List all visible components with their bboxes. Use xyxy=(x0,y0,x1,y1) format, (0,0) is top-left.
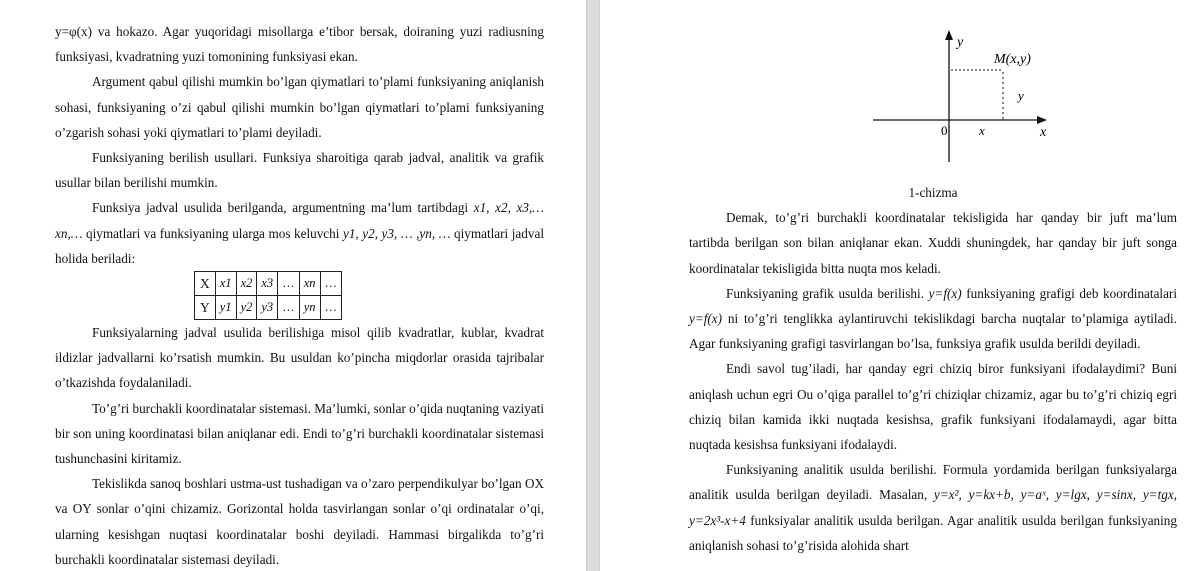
left-paragraph-7: Tekislikda sanoq boshlari ustma-ust tushadigan va o’zaro perpendikulyar bo’lgan OX va OY sonlar o’qini chizamiz. Gorizontal holda tasvirlangan sonlar o’qi ordinatalar o’qi, ularning kesishgan nuqtasi koordinatalar boshi deyiladi. Hammasi birgalikda to’g’ri burchakli koordinatalar sistemasi deyiladi. xyxy=(55,476,544,567)
x-axis-label: x xyxy=(1040,125,1047,140)
table-cell: yn xyxy=(299,296,320,320)
right-paragraph-1: Demak, to’g’ri burchakli koordinatalar tekisligida har qanday bir juft ma’lum tartibda berilgan son bilan aniqlanar ekan. Xuddi shuningdek, har qanday bir juft songa koordinatalar tekisligida bitta nuqta mos keladi. xyxy=(689,210,1177,276)
y-axis-label: y xyxy=(957,35,964,50)
function-table xyxy=(194,271,342,320)
table-cell: X xyxy=(195,272,216,296)
right-text-column xyxy=(689,180,1177,558)
table-row-x xyxy=(195,272,342,296)
left-paragraph-2: Argument qabul qilishi mumkin bo’lgan qiymatlari to’plami funksiyaning aniqlanish sohasi, funksiyaning o’zi qabul qilishi mumkin bo’lgan qiymatlari to’plami funksiyaning o’zgarish sohasi yoki qiymatlari to’plami deyiladi. xyxy=(55,74,544,140)
right-p2-heading: Funksiyaning grafik usulda berilishi. xyxy=(726,285,929,301)
table-cell: Y xyxy=(195,296,216,320)
right-p2-formula-2: y=f(x) xyxy=(689,311,723,327)
left-page xyxy=(0,0,586,571)
x-coordinate-label: x xyxy=(979,123,985,138)
left-paragraph-6: To’g’ri burchakli koordinatalar sistemasi. Ma’lumki, sonlar o’qida nuqtaning vaziyati bir son uning koordinatasi bilan aniqlanar edi. Endi to’g’ri burchakli koordinatalar sistemasi tushunchasini kiritamiz. xyxy=(55,400,544,467)
left-p4-y-values: y1, y2, y3, … ,yn, … xyxy=(342,225,451,241)
table-cell: y1 xyxy=(215,296,236,320)
table-cell: … xyxy=(320,296,342,320)
table-cell: y3 xyxy=(257,296,278,320)
table-cell: … xyxy=(278,296,300,320)
left-p4-text-e: qiymatlari jadval holida beriladi: xyxy=(55,225,544,266)
right-paragraph-3: Endi savol tug’iladi, har qanday egri chiziq biror funksiyani ifodalaydimi? Buni aniqlash uchun egri Ou o’qiga parallel to’g’ri chiziqlar chizamiz, agar bu to’g’ri chiziq egri chiziq bilan kamida ikki nuqtada kesishsa, grafik funksiyani ifodalamaydi, agar bitta nuqtada kesishsa funksiyani ifodalaydi. xyxy=(689,361,1177,453)
right-p2-text-e: ni to’g’ri tenglikka aylantiruvchi tekislikdagi barcha nuqtalar to’plamiga aytiladi. Agar funksiyaning grafigi tasvirlangan bo’lsa, funksiya grafik usulda berildi deyiladi. xyxy=(689,311,1177,352)
right-p2-formula-1: y=f(x) xyxy=(928,285,962,301)
table-cell: x2 xyxy=(236,272,257,296)
figure-caption: 1-chizma xyxy=(908,185,958,200)
table-cell: x3 xyxy=(257,272,278,296)
y-axis-arrow xyxy=(945,30,953,40)
table-cell: … xyxy=(278,272,300,296)
origin-label: 0 xyxy=(941,123,948,138)
right-p4-text-c: funksiyalar analitik usulda berilgan. Agar analitik usulda berilgan funksiyaning aniqlanish sohasi to’g’risida alohida shart xyxy=(689,512,1177,553)
table-cell: x1 xyxy=(215,272,236,296)
point-label: M(x,y) xyxy=(994,52,1031,67)
left-p4-text-a: Funksiya jadval usulida berilganda, argumentning ma’lum tartibdagi xyxy=(92,200,474,216)
right-paragraph-2 xyxy=(689,281,1177,357)
right-p2-text-c: funksiyaning grafigi deb koordinatalari xyxy=(961,285,1177,301)
left-p4-x-values: x1, x2, x3,… xn,… xyxy=(55,200,544,241)
right-p4-formulas: y=x², y=kx+b, y=aˣ, y=lgx, y=sinx, y=tgx, y=2x³-x+4 xyxy=(689,487,1177,528)
y-coordinate-label: y xyxy=(1018,88,1024,103)
table-cell: y2 xyxy=(236,296,257,320)
left-paragraph-1: y=φ(x) va hokazo. Agar yuqoridagi misollarga e’tibor bersak, doiraning yuzi radiusning funksiyasi, kvadratning yuzi tomonining funksiyasi ekan. xyxy=(55,24,544,65)
table-cell: xn xyxy=(299,272,320,296)
right-p4-text-a: Funksiyaning analitik usulda berilishi. Formula yordamida berilgan funksiyalarga analitik usulda berilgan deyiladi. Masalan, xyxy=(689,462,1177,503)
table-cell: … xyxy=(320,272,342,296)
left-paragraph-3: Funksiyaning berilish usullari. Funksiya sharoitiga qarab jadval, analitik va grafik usullar bilan berilishi mumkin. xyxy=(55,150,544,191)
left-paragraph-4 xyxy=(55,195,544,271)
left-paragraph-5: Funksiyalarning jadval usulida berilishiga misol qilib kvadratlar, kublar, kvadrat ildizlar jadvallarni ko’rsatish mumkin. Bu usuldan ko’pincha miqdorlar orasida tajribalar o’tkazishda foydalaniladi. xyxy=(55,325,544,391)
right-paragraph-4 xyxy=(689,457,1177,558)
table-row-y xyxy=(195,296,342,320)
left-p4-text-c: qiymatlari va funksiyaning ularga mos keluvchi xyxy=(82,225,343,241)
x-axis-arrow xyxy=(1037,116,1047,124)
right-page xyxy=(600,0,1200,571)
coordinate-figure xyxy=(865,28,1065,168)
page-gap xyxy=(586,0,600,571)
left-text-column xyxy=(55,19,544,571)
